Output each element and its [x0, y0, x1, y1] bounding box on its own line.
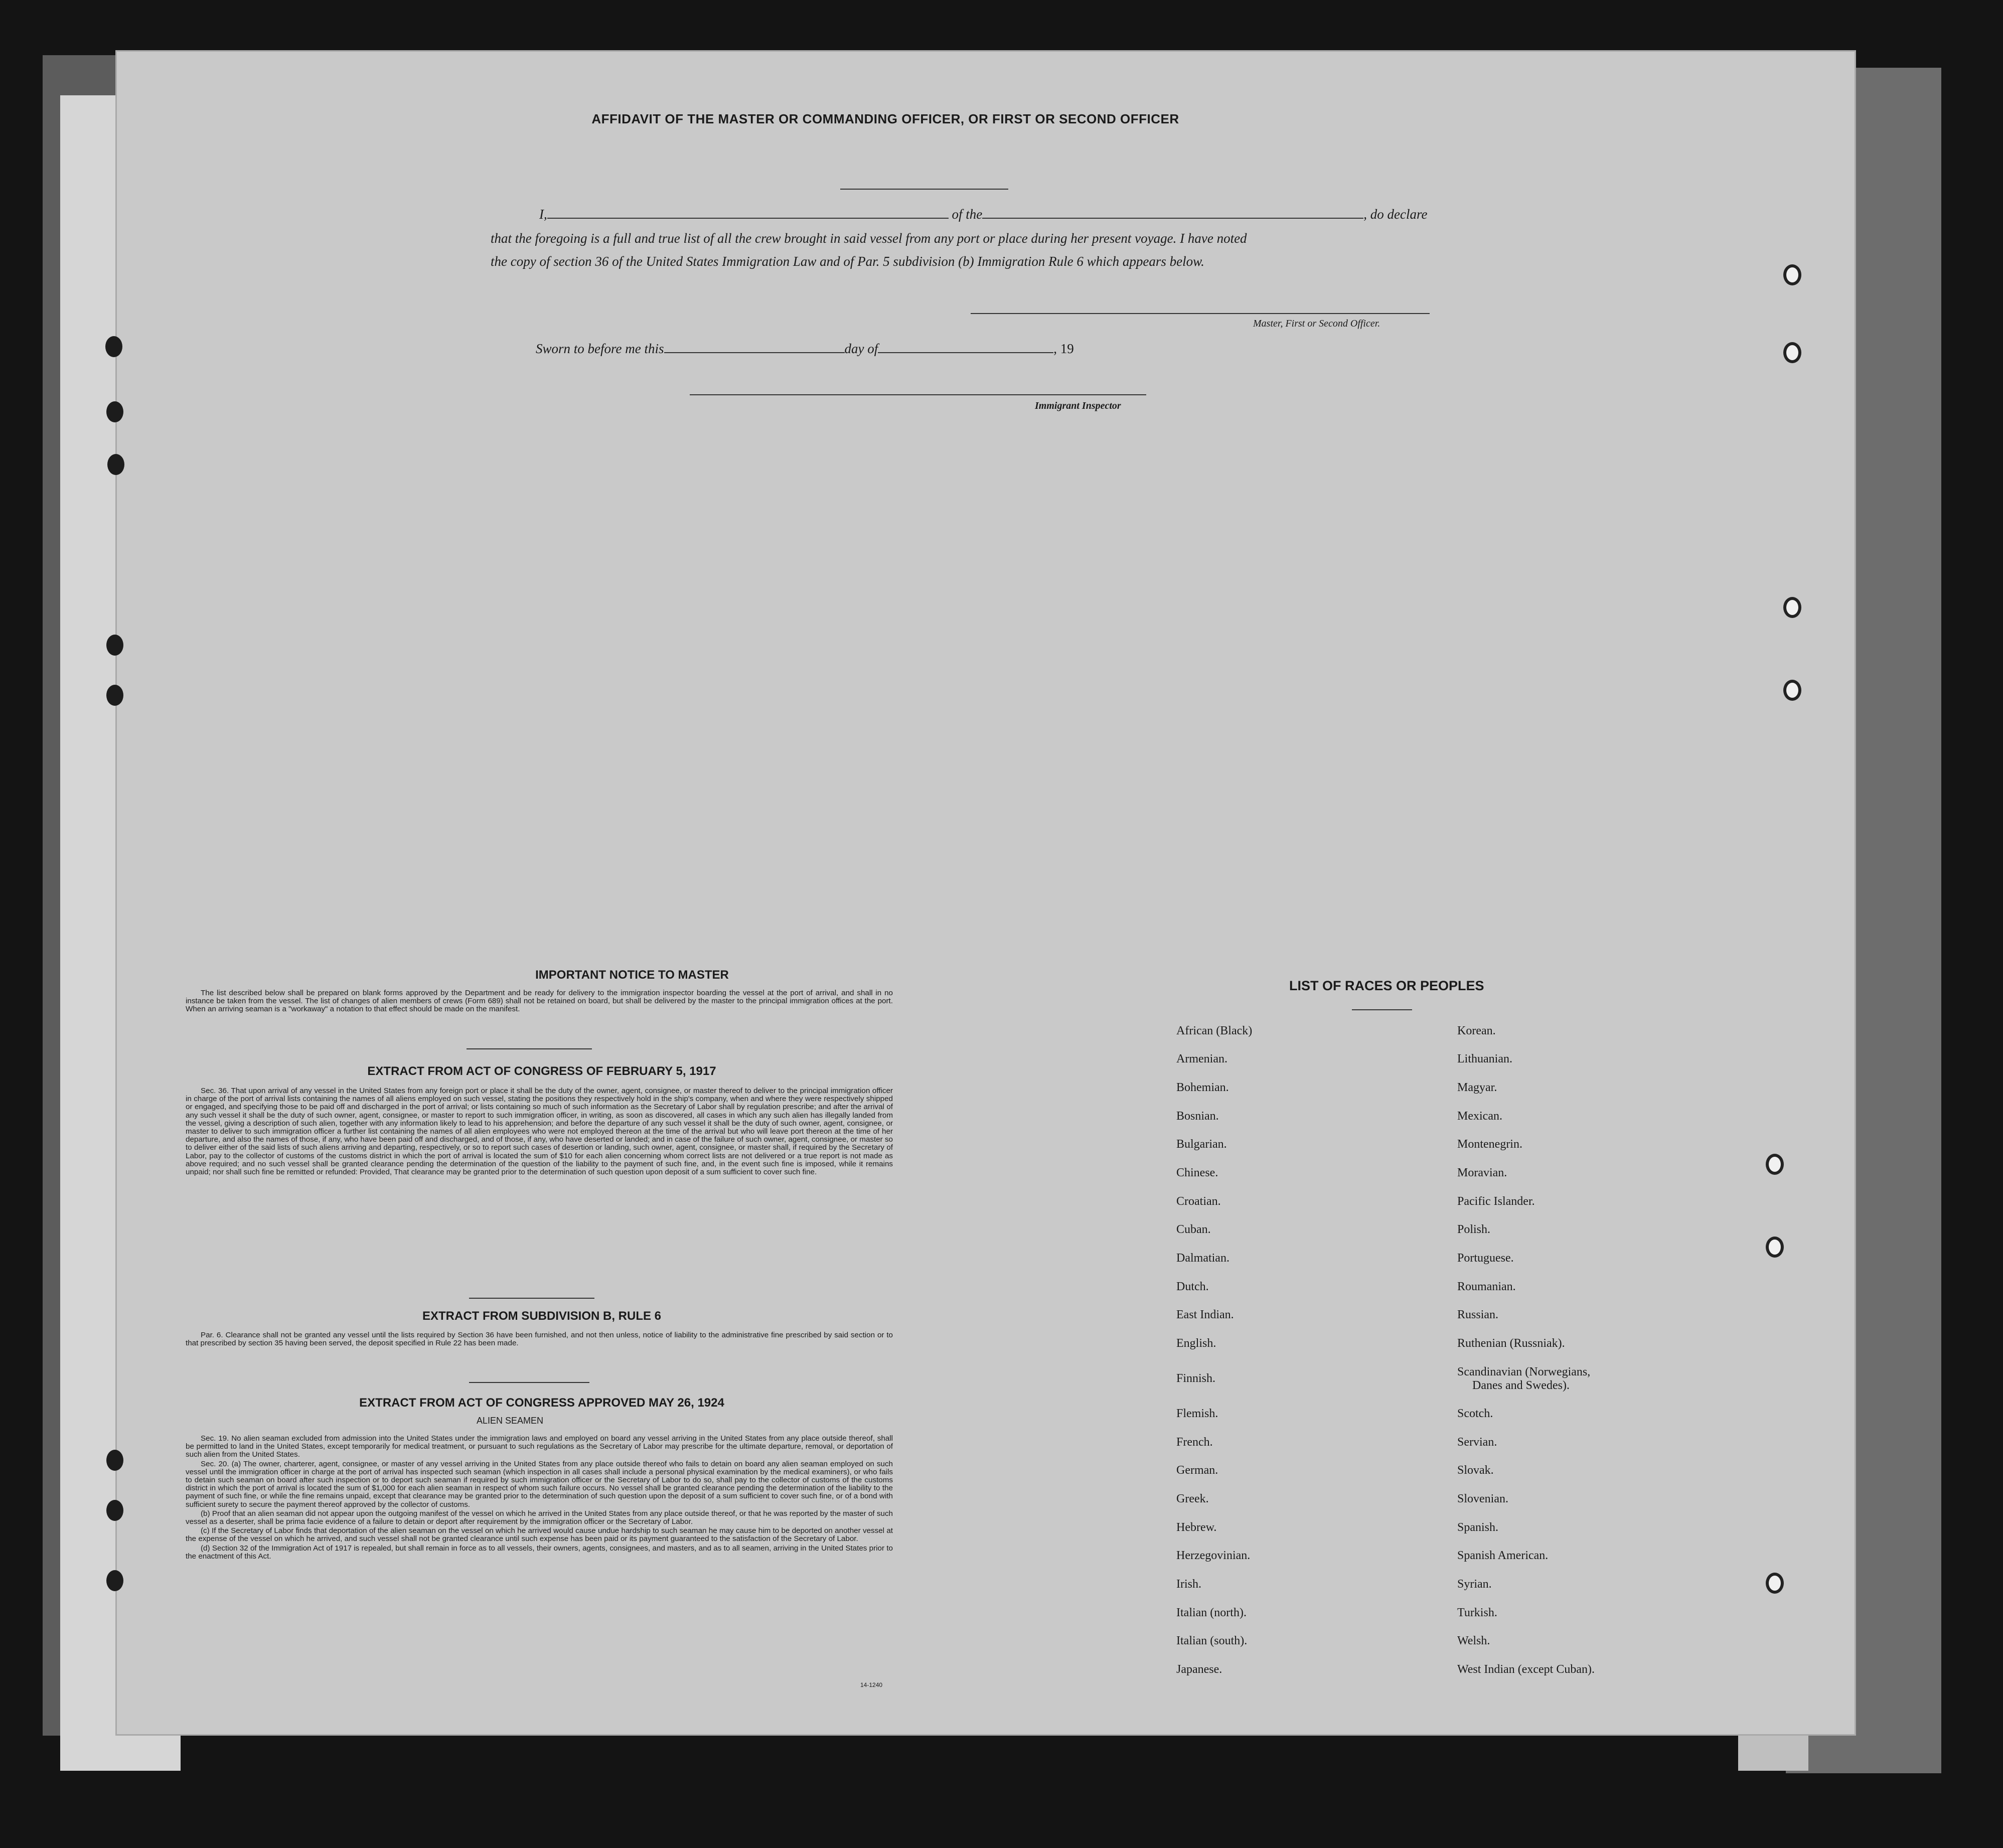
sworn-prefix: Sworn to before me this: [536, 341, 664, 356]
race-item: Scandinavian (Norwegians,: [1457, 1365, 1591, 1378]
race-item: Greek.: [1176, 1492, 1209, 1505]
race-item: Dalmatian.: [1176, 1252, 1229, 1265]
race-item: Roumanian.: [1457, 1280, 1516, 1293]
sworn-year: , 19: [1053, 341, 1074, 356]
race-item: Armenian.: [1176, 1052, 1227, 1065]
race-item: English.: [1176, 1337, 1216, 1350]
race-item: Bohemian.: [1176, 1081, 1229, 1094]
sec-20c-paragraph: (c) If the Secretary of Labor finds that deportation of the alien seaman on the vessel on which he arrived would cause undue hardship to such seaman he may cause him to be deported on another vessel at the expense of the vessel on which he arrived, and such vessel shall not be granted clearance until such expense has been paid or its payment guaranteed to the satisfaction of the Secretary of Labor.: [186, 1526, 893, 1544]
race-item: Korean.: [1457, 1024, 1496, 1037]
punch-hole: [106, 1450, 123, 1471]
race-item: Polish.: [1457, 1223, 1491, 1236]
race-item: Bosnian.: [1176, 1110, 1219, 1123]
vessel-blank: [982, 217, 1363, 219]
punch-hole: [1783, 680, 1801, 701]
extract-1924-text: [186, 1435, 893, 1562]
affidavit-line-3: the copy of section 36 of the United States Immigration Law and of Par. 5 subdivision (b) Immigration Rule 6 which appears below.: [491, 254, 1204, 269]
notice-title: IMPORTANT NOTICE TO MASTER: [535, 968, 729, 982]
divider: [467, 1048, 592, 1049]
sec-20a-paragraph: Sec. 20. (a) The owner, charterer, agent, consignee, or master of any vessel arriving in the United States from any place outside thereof who fails to detain on board any alien seaman employed on such vessel until the immigration officer in charge at the port of arrival has inspected such seaman (which inspection in all cases shall include a personal physical examination by the medical examiners), or who fails to detain such seaman on board after such inspection or to deport such seaman if required by such immigration officer or the Secretary of Labor to do so, shall pay to the collector of customs of the customs district in which the port of arrival is located the sum of $1,000 for each alien seaman in respect of whom such failure occurs. No vessel shall be granted clearance pending the determination of the liability to the payment of such fine, or while the fine remains unpaid, except that clearance may be granted prior to the determination of such question upon the deposit of a sum sufficient to cover such fine, or of a bond with sufficient surety to secure the payment thereof approved by the collector of customs.: [186, 1459, 893, 1509]
race-item: East Indian.: [1176, 1308, 1234, 1321]
name-blank: [547, 217, 949, 219]
race-item: Japanese.: [1176, 1663, 1222, 1676]
race-item: West Indian (except Cuban).: [1457, 1663, 1595, 1676]
punch-hole: [106, 635, 123, 656]
extract-1924-subtitle: ALIEN SEAMEN: [477, 1416, 544, 1426]
race-item: Turkish.: [1457, 1606, 1497, 1619]
extract-1917-paragraph: Sec. 36. That upon arrival of any vessel in the United States from any foreign port or place it shall be the duty of the owner, agent, consignee, or master thereof to deliver to the principal immigration officer in charge of the port of arrival lists containing the names of all aliens employed on such vessel, stating the positions they respectively hold in the ship's company, when and where they were respectively shipped or engaged, and specifying those to be paid off and discharged in the port of arrival; or lists containing so much of such information as the Secretary of Labor shall by regulation prescribe; and after the arrival of any such vessel it shall be the duty of such owner, agent, consignee, or master to report to such immigration officer, in writing, as soon as discovered, all cases in which any such alien has illegally landed from the vessel, giving a description of such alien, together with any information likely to lead to his apprehension; and before the departure of any such vessel it shall be the duty of such owner, agent, consignee, or master to deliver to such immigration officer a further list containing the names of all alien employees who were not employed thereon at the time of the arrival but who will leave port thereon at the time of her departure, and also the names of those, if any, who have been paid off and discharged, and of those, if any, who have deserted or landed; and in case of the failure of such owner, agent, consignee, or master so to deliver either of the said lists of such aliens arriving and departing, respectively, or so to report such cases of desertion or landing, such owner, agent, consignee, or master shall, if required by the Secretary of Labor, pay to the collector of customs of the customs district in which the port of arrival is located the sum of $10 for each alien concerning whom correct lists are not delivered or a true report is not made as above required; and no such vessel shall be granted clearance pending the determination of the question of the liability to the payment of such fine, and, in the event such fine is imposed, while it remains unpaid; nor shall such fine be remitted or refunded: Provided, That clearance may be granted prior to the determination of such question upon deposit of a sum sufficient to cover such fine.: [186, 1087, 893, 1177]
race-item: Montenegrin.: [1457, 1138, 1522, 1151]
extract-rule6-text: [186, 1331, 893, 1348]
inspector-signature-line: [690, 394, 1146, 395]
extract-1917-title: EXTRACT FROM ACT OF CONGRESS OF FEBRUARY 5, 1917: [367, 1064, 716, 1078]
master-signature-line: [971, 313, 1430, 314]
race-item: African (Black): [1176, 1024, 1253, 1037]
race-item: Croatian.: [1176, 1195, 1221, 1208]
race-item: Russian.: [1457, 1308, 1499, 1321]
race-item: Hebrew.: [1176, 1521, 1217, 1534]
races-title: LIST OF RACES OR PEOPLES: [1289, 978, 1484, 993]
race-item: Bulgarian.: [1176, 1138, 1227, 1151]
punch-hole: [106, 1570, 123, 1591]
race-item: Syrian.: [1457, 1578, 1492, 1591]
race-item: Flemish.: [1176, 1407, 1218, 1420]
race-item: Herzegovinian.: [1176, 1549, 1251, 1562]
divider: [1352, 1009, 1412, 1010]
divider: [469, 1298, 594, 1299]
punch-hole: [105, 336, 122, 357]
race-item: Slovenian.: [1457, 1492, 1508, 1505]
affidavit-declaration-line: [539, 207, 1427, 222]
sworn-day-of: day of: [844, 341, 878, 356]
race-item: Servian.: [1457, 1436, 1497, 1449]
extract-1924-title: EXTRACT FROM ACT OF CONGRESS APPROVED MAY 26, 1924: [359, 1396, 724, 1410]
punch-hole: [1766, 1237, 1784, 1258]
race-item: Chinese.: [1176, 1166, 1218, 1179]
punch-hole: [1783, 342, 1801, 363]
race-item: Italian (north).: [1176, 1606, 1247, 1619]
race-item: Danes and Swedes).: [1472, 1379, 1570, 1392]
race-item: Mexican.: [1457, 1110, 1502, 1123]
notice-paragraph: The list described below shall be prepared on blank forms approved by the Department and be ready for delivery to the immigration inspector boarding the vessel at the port of arrival, and shall in no instance be taken from the vessel. The list of changes of alien members of crews (Form 689) shall not be retained on board, but shall be delivered by the master to the principal immigration offices at the port. When an arriving seaman is a "workaway" a notation to that effect should be made on the manifest.: [186, 989, 893, 1014]
race-item: Welsh.: [1457, 1634, 1490, 1647]
race-item: Spanish.: [1457, 1521, 1499, 1534]
punch-hole: [106, 401, 123, 422]
divider: [840, 189, 1008, 190]
affidavit-i-label: I,: [539, 207, 547, 222]
race-item: Magyar.: [1457, 1081, 1497, 1094]
race-item: Ruthenian (Russniak).: [1457, 1337, 1565, 1350]
punch-hole: [1783, 264, 1801, 285]
sworn-day-blank: [664, 352, 845, 353]
race-item: Spanish American.: [1457, 1549, 1549, 1562]
race-item: Portuguese.: [1457, 1252, 1514, 1265]
master-signature-label: Master, First or Second Officer.: [1253, 318, 1380, 329]
race-item: Pacific Islander.: [1457, 1195, 1535, 1208]
inspector-label: Immigrant Inspector: [1035, 400, 1121, 411]
sec-20b-paragraph: (b) Proof that an alien seaman did not appear upon the outgoing manifest of the vessel on which he arrived in the United States from any place outside thereof, or that he was reported by the master of such vessel as a deserter, shall be prima facie evidence of a failure to detain or deport after requirement by the immigration officer or the Secretary of Labor.: [186, 1509, 893, 1526]
race-item: German.: [1176, 1464, 1218, 1477]
race-item: French.: [1176, 1436, 1213, 1449]
sec-20d-paragraph: (d) Section 32 of the Immigration Act of 1917 is repealed, but shall remain in force as to all vessels, their owners, agents, consignees, and masters, and as to all seamen, arriving in the United States prior to the enactment of this Act.: [186, 1544, 893, 1561]
affidavit-line-2: that the foregoing is a full and true list of all the crew brought in said vessel from any port or place during her present voyage. I have noted: [491, 231, 1247, 246]
race-item: Lithuanian.: [1457, 1052, 1512, 1065]
extract-rule6-title: EXTRACT FROM SUBDIVISION B, RULE 6: [422, 1309, 662, 1323]
sec-19-paragraph: Sec. 19. No alien seaman excluded from admission into the United States under the immigration laws and employed on board any vessel arriving in the United States from any place outside thereof, shall be permitted to land in the United States, except temporarily for medical treatment, or pursuant to such regulations as the Secretary of Labor may prescribe for the ultimate departure, removal, or deportation of such alien from the United States.: [186, 1434, 893, 1459]
punch-hole: [107, 454, 124, 475]
punch-hole: [106, 685, 123, 706]
extract-rule6-paragraph: Par. 6. Clearance shall not be granted any vessel until the lists required by Section 36 have been furnished, and not then unless, notice of liability to the administrative fine prescribed by said section or to that prescribed by section 35 having been served, the deposit specified in Rule 22 has been made.: [186, 1331, 893, 1348]
divider: [469, 1382, 589, 1383]
race-item: Italian (south).: [1176, 1634, 1248, 1647]
extract-1917-text: [186, 1087, 893, 1177]
punch-hole: [1783, 597, 1801, 618]
punch-hole: [1766, 1154, 1784, 1175]
race-item: Cuban.: [1176, 1223, 1211, 1236]
punch-hole: [106, 1500, 123, 1521]
sworn-month-blank: [878, 352, 1053, 353]
affidavit-title: AFFIDAVIT OF THE MASTER OR COMMANDING OFFICER, OR FIRST OR SECOND OFFICER: [591, 111, 1179, 126]
race-item: Scotch.: [1457, 1407, 1493, 1420]
form-number: 14-1240: [860, 1681, 883, 1688]
punch-hole: [1766, 1573, 1784, 1594]
sworn-line: [536, 341, 1074, 357]
affidavit-declare-label: , do declare: [1363, 207, 1428, 222]
race-item: Irish.: [1176, 1578, 1201, 1591]
race-item: Moravian.: [1457, 1166, 1507, 1179]
race-item: Slovak.: [1457, 1464, 1494, 1477]
race-item: Finnish.: [1176, 1372, 1216, 1385]
affidavit-of-the-label: of the: [952, 207, 983, 222]
notice-text: [186, 989, 893, 1015]
race-item: Dutch.: [1176, 1280, 1209, 1293]
